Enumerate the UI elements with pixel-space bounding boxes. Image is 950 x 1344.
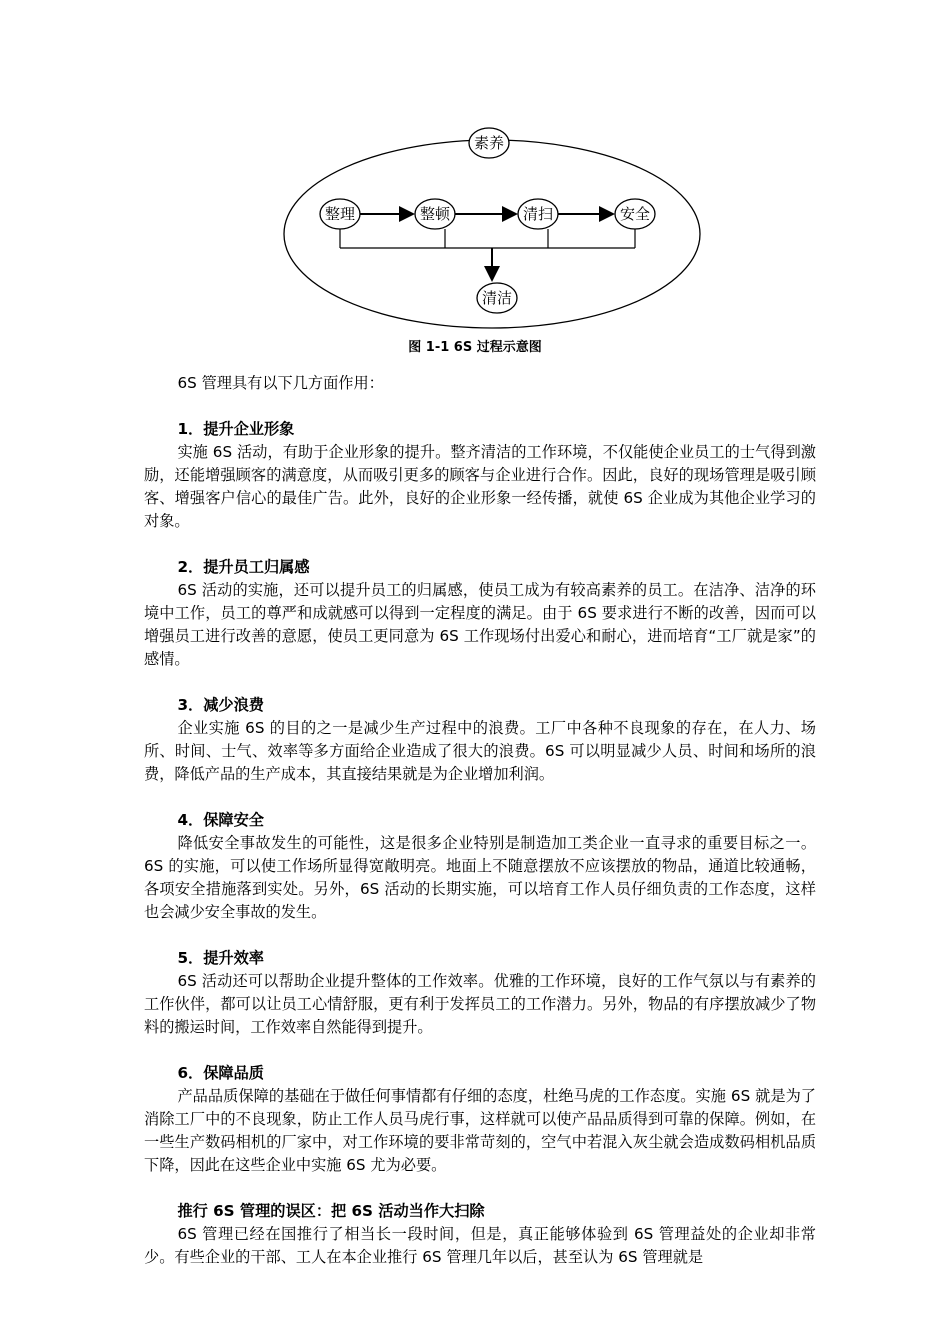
section-heading: 4．保障安全	[177, 811, 264, 829]
section-heading: 3．减少浪费	[177, 696, 264, 714]
document-body	[144, 372, 816, 1292]
node-qingsao-label: 清扫	[522, 205, 554, 223]
section-paragraph: 6S 活动还可以帮助企业提升整体的工作效率。优雅的工作环境，良好的工作气氛以与有素养的工作伙伴，都可以让员工心情舒服，更有利于发挥员工的工作潜力。另外，物品的有序摆放减少了物料的搬运时间，工作效率自然能得到提升。	[144, 972, 816, 1036]
node-suyang-label: 素养	[473, 134, 505, 152]
section-paragraph: 企业实施 6S 的目的之一是减少生产过程中的浪费。工厂中各种不良现象的存在，在人力、场所、时间、士气、效率等多方面给企业造成了很大的浪费。6S 可以明显减少人员、时间和场所的浪费，降低产品的生产成本，其直接结果就是为企业增加利润。	[144, 719, 816, 783]
node-anquan-label: 安全	[619, 205, 651, 223]
section-heading: 6．保障品质	[177, 1064, 264, 1082]
node-zhengdun-label: 整顿	[419, 205, 451, 223]
section-3	[144, 694, 816, 786]
section-heading: 推行 6S 管理的误区：把 6S 活动当作大扫除	[177, 1202, 485, 1220]
section-paragraph: 6S 活动的实施，还可以提升员工的归属感，使员工成为有较高素养的员工。在洁净、洁净的环境中工作，员工的尊严和成就感可以得到一定程度的满足。由于 6S 要求进行不断的改善，因而可以增强员工进行改善的意愿，使员工更同意为 6S 工作现场付出爱心和耐心，进而培育“工厂就是家”的感情。	[144, 581, 816, 668]
section-paragraph: 产品品质保障的基础在于做任何事情都有仔细的态度，杜绝马虎的工作态度。实施 6S 就是为了消除工厂中的不良现象，防止工作人员马虎行事，这样就可以使产品品质得到可靠的保障。例如，在一些生产数码相机的厂家中，对工作环境的要非常苛刻的，空气中若混入灰尘就会造成数码相机品质下降，因此在这些企业中实施 6S 尤为必要。	[144, 1087, 816, 1174]
node-qingjie-label: 清洁	[481, 289, 513, 307]
figure-caption: 图 1-1 6S 过程示意图	[408, 340, 542, 355]
section-1	[144, 418, 816, 533]
section-heading: 2．提升员工归属感	[177, 558, 310, 576]
intro-paragraph: 6S 管理具有以下几方面作用：	[177, 374, 384, 392]
section-2	[144, 556, 816, 671]
section-4	[144, 809, 816, 924]
section-paragraph: 6S 管理已经在国推行了相当长一段时间，但是，真正能够体验到 6S 管理益处的企业却非常少。有些企业的干部、工人在本企业推行 6S 管理几年以后，甚至认为 6S 管理就是	[144, 1225, 816, 1266]
6s-process-diagram	[270, 118, 710, 330]
section-paragraph: 实施 6S 活动，有助于企业形象的提升。整齐清洁的工作环境，不仅能使企业员工的士气得到激励，还能增强顾客的满意度，从而吸引更多的顾客与企业进行合作。因此，良好的现场管理是吸引顾客、增强客户信心的最佳广告。此外，良好的企业形象一经传播，就使 6S 企业成为其他企业学习的对象。	[144, 443, 816, 530]
section-heading: 1．提升企业形象	[177, 420, 295, 438]
section-7	[144, 1200, 816, 1269]
node-zhengli-label: 整理	[324, 205, 356, 223]
section-paragraph: 降低安全事故发生的可能性，这是很多企业特别是制造加工类企业一直寻求的重要目标之一。6S 的实施，可以使工作场所显得宽敞明亮。地面上不随意摆放不应该摆放的物品，通道比较通畅，各项安全措施落到实处。另外，6S 活动的长期实施，可以培育工作人员仔细负责的工作态度，这样也会减少安全事故的发生。	[144, 834, 816, 921]
section-5	[144, 947, 816, 1039]
section-heading: 5．提升效率	[177, 949, 264, 967]
section-6	[144, 1062, 816, 1177]
